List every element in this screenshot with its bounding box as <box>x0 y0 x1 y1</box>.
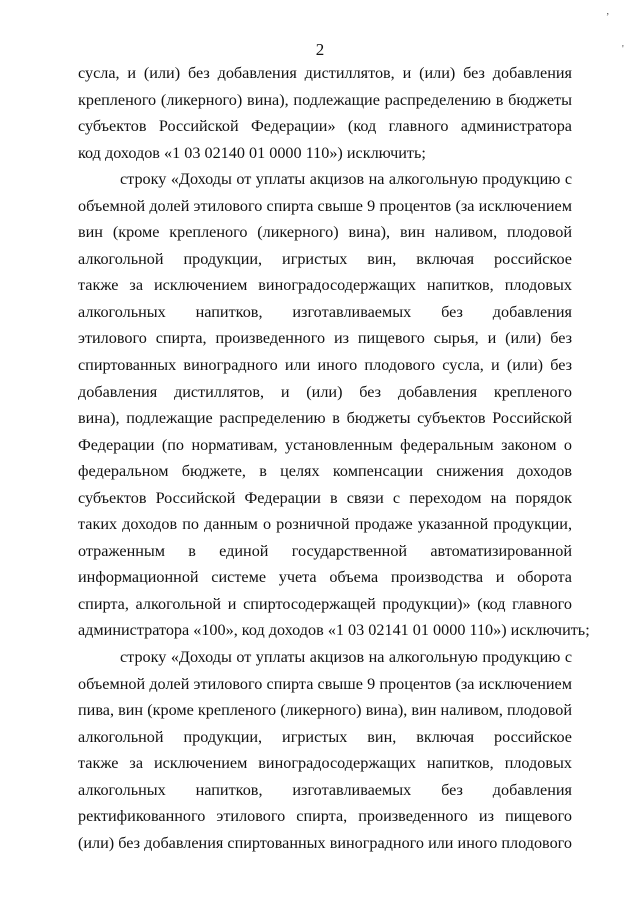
text-line: Федерации (по нормативам, установленным федеральным законом о <box>78 435 572 454</box>
paragraph <box>78 644 572 856</box>
text-line: таких доходов по данным о розничной продаже указанной продукции, <box>78 515 572 534</box>
text-line: алкогольных напитков, изготавливаемых без добавления <box>78 780 572 799</box>
margin-mark-side: ' <box>622 44 624 55</box>
text-line: сусла, и (или) без добавления дистиллятов, и (или) без добавления <box>78 64 572 82</box>
text-line: алкогольных напитков, изготавливаемых без добавления <box>78 302 572 321</box>
text-line: алкогольной продукции, игристых вин, включая российское <box>78 727 572 746</box>
text-line: ректификованного этилового спирта, произведенного из пищевого <box>78 807 572 826</box>
text-line: строку «Доходы от уплаты акцизов на алкогольную продукцию с <box>120 170 572 189</box>
text-line: этилового спирта, произведенного из пищевого сырья, и (или) без <box>78 329 572 348</box>
text-line: федеральном бюджете, в целях компенсации снижения доходов <box>78 462 572 481</box>
document-body <box>78 60 590 856</box>
text-line: вин (кроме крепленого (ликерного) вина), вин наливом, плодовой <box>78 223 572 242</box>
paragraph <box>78 60 572 166</box>
text-line: крепленого (ликерного) вина), подлежащие распределению в бюджеты <box>78 90 572 109</box>
text-line: алкогольной продукции, игристых вин, включая российское <box>78 249 572 268</box>
margin-mark-top: ’ <box>606 12 610 23</box>
text-line: спирта, алкогольной и спиртосодержащей продукции)» (код главного <box>78 594 572 613</box>
text-line: субъектов Российской Федерации в связи с переходом на порядок <box>78 488 572 507</box>
text-line: администратора «100», код доходов «1 03 02141 01 0000 110») исключить; <box>78 621 590 640</box>
text-line: объемной долей этилового спирта свыше 9 процентов (за исключением <box>78 674 572 693</box>
text-line: код доходов «1 03 02140 01 0000 110») исключить; <box>78 143 426 162</box>
text-line: (или) без добавления спиртованных виноградного или иного плодового <box>78 833 572 852</box>
text-line: также за исключением виноградосодержащих напитков, плодовых <box>78 276 572 295</box>
text-line: строку «Доходы от уплаты акцизов на алкогольную продукцию с <box>120 648 572 667</box>
text-line: информационной системе учета объема производства и оборота <box>78 568 572 587</box>
text-line: пива, вин (кроме крепленого (ликерного) вина), вин наливом, плодовой <box>78 701 572 720</box>
text-line: добавления дистиллятов, и (или) без добавления крепленого <box>78 382 572 401</box>
text-line: объемной долей этилового спирта свыше 9 процентов (за исключением <box>78 196 572 215</box>
text-line: также за исключением виноградосодержащих напитков, плодовых <box>78 754 572 773</box>
text-line: вина), подлежащие распределению в бюджеты субъектов Российской <box>78 409 572 428</box>
text-line: отраженным в единой государственной автоматизированной <box>78 541 572 560</box>
paragraph <box>78 166 590 644</box>
page-number: 2 <box>315 40 325 59</box>
text-line: спиртованных виноградного или иного плодового сусла, и (или) без <box>78 356 572 375</box>
text-line: субъектов Российской Федерации» (код главного администратора <box>78 117 572 136</box>
